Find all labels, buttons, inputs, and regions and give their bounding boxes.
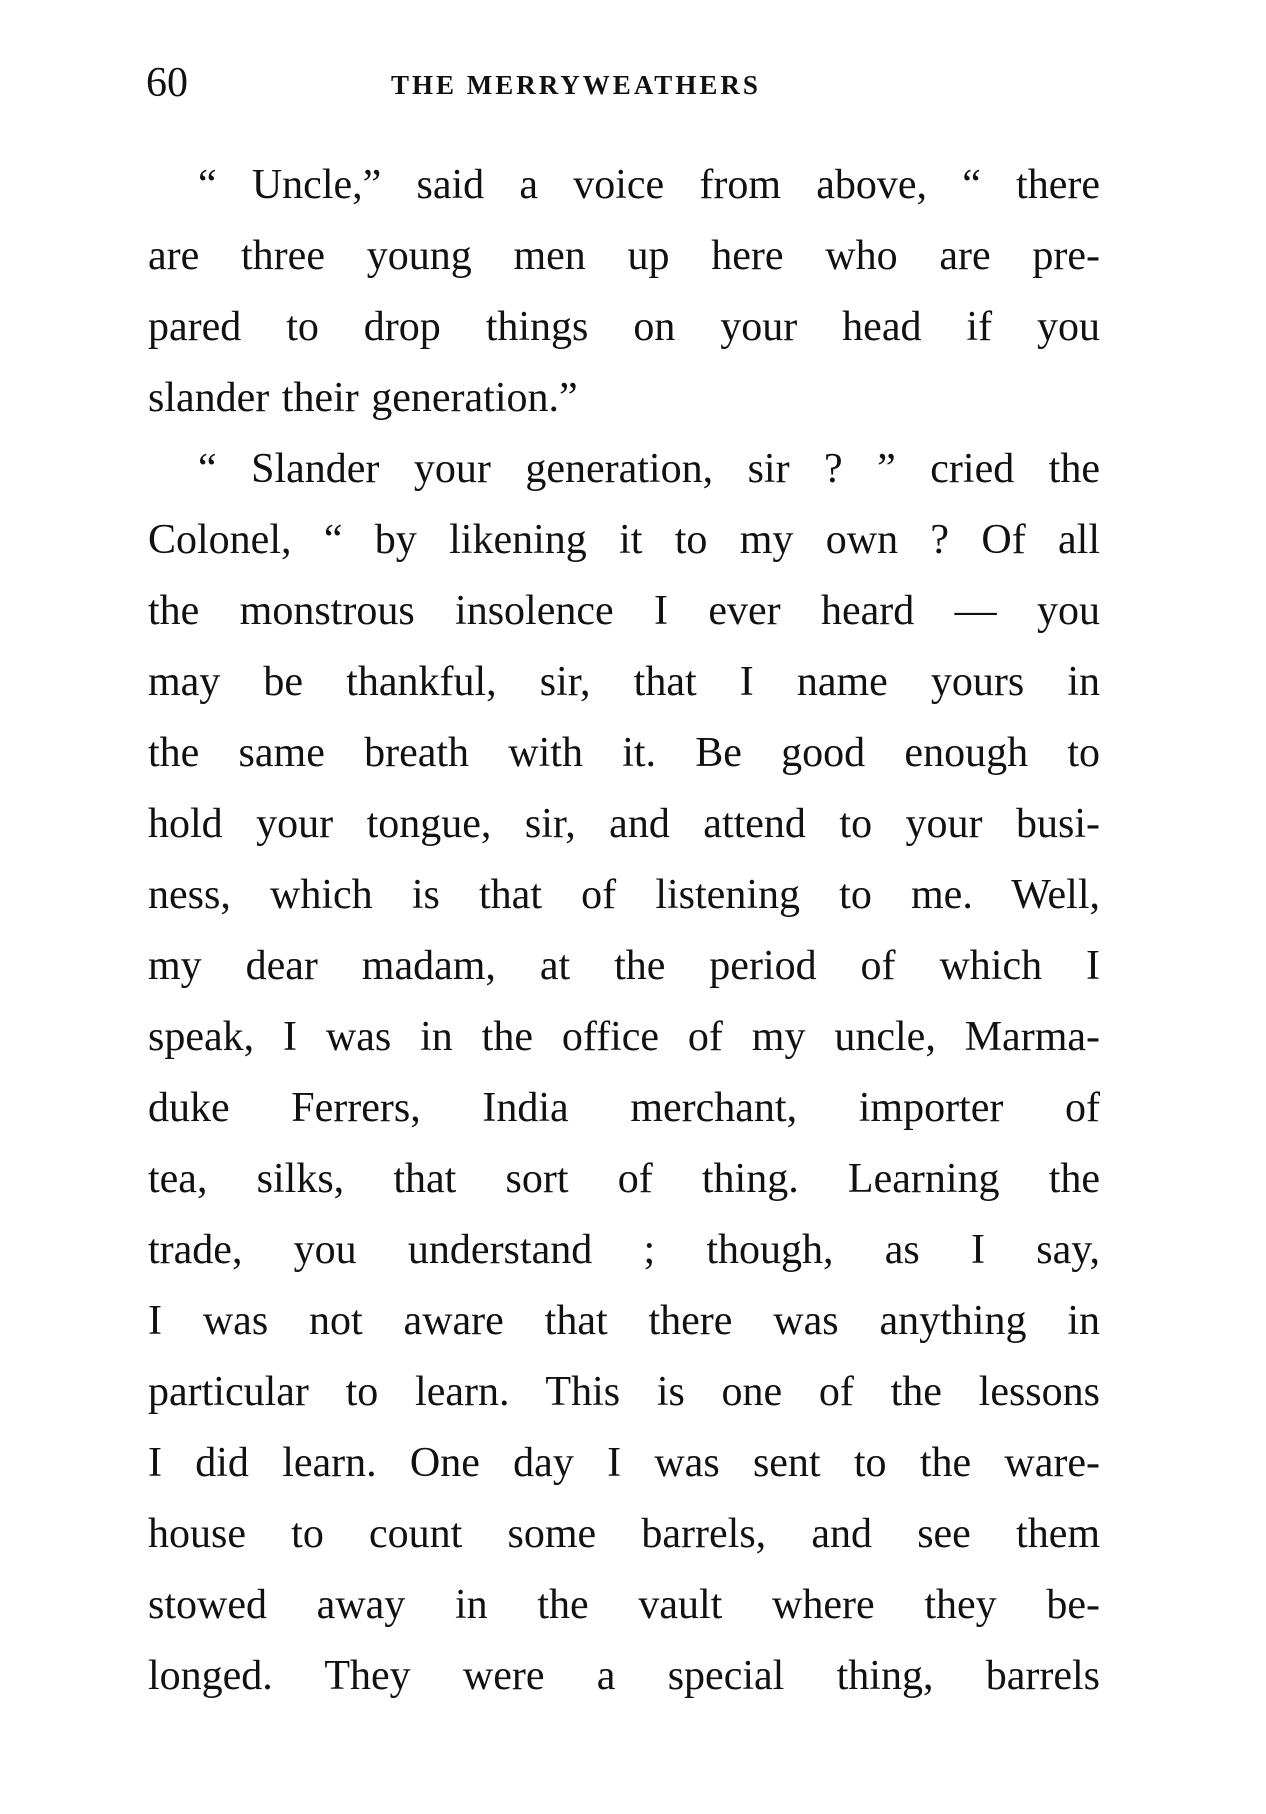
text-line: hold your tongue, sir, and attend to your busi- [148, 801, 1100, 847]
text-line: “ Slander your generation, sir ? ” cried the [198, 446, 1100, 492]
text-line: are three young men up here who are pre- [148, 233, 1100, 279]
text-line: house to count some barrels, and see them [148, 1511, 1100, 1557]
text-line: I did learn. One day I was sent to the ware- [148, 1440, 1100, 1486]
text-line: duke Ferrers, India merchant, importer of [148, 1085, 1100, 1131]
text-line: may be thankful, sir, that I name yours in [148, 659, 1100, 705]
page-number: 60 [146, 60, 188, 106]
text-line: tea, silks, that sort of thing. Learning the [148, 1156, 1100, 1202]
body-text [148, 150, 1100, 1712]
text-line: trade, you understand ; though, as I say, [148, 1227, 1100, 1273]
running-title: THE MERRYWEATHERS [391, 70, 761, 100]
text-line: speak, I was in the office of my uncle, Marma- [148, 1014, 1100, 1060]
text-line: I was not aware that there was anything in [148, 1298, 1100, 1344]
text-line: ness, which is that of listening to me. Well, [148, 872, 1100, 918]
text-line: “ Uncle,” said a voice from above, “ there [198, 162, 1100, 208]
text-line: the monstrous insolence I ever heard — you [148, 588, 1100, 634]
text-line: particular to learn. This is one of the lessons [148, 1369, 1100, 1415]
text-line: the same breath with it. Be good enough to [148, 730, 1100, 776]
text-line: longed. They were a special thing, barrels [148, 1653, 1100, 1699]
text-line: stowed away in the vault where they be- [148, 1582, 1100, 1628]
text-line: slander their generation.” [148, 375, 578, 421]
text-line: pared to drop things on your head if you [148, 304, 1100, 350]
page-header [146, 58, 1096, 108]
text-line: my dear madam, at the period of which I [148, 943, 1100, 989]
text-line: Colonel, “ by likening it to my own ? Of all [148, 517, 1100, 563]
